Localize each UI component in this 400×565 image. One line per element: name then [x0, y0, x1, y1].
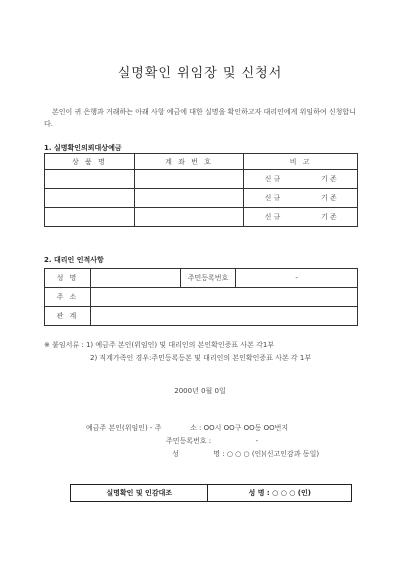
note-new: 신 규 — [244, 170, 301, 189]
header-product-name: 상 품 명 — [45, 154, 135, 170]
agent-id-label: 주민등록번호 — [180, 269, 236, 288]
agent-address-field[interactable] — [90, 288, 357, 307]
id-label: 주민등록번호 : — [166, 437, 212, 445]
address-label: 소 — [190, 424, 197, 432]
verifier-signature[interactable]: 성 명 : ○ ○ ○ (인) — [208, 485, 352, 502]
note-existing: 기 존 — [301, 170, 358, 189]
name-label: 성 — [172, 450, 179, 458]
agent-name-field[interactable] — [90, 269, 180, 288]
address-value: : OO시 OO구 OO동 OO번지 — [199, 424, 289, 432]
attachment-note-2: 2) 직계가족인 경우:주민등록등본 및 대리인의 본인확인증표 사본 각 1부 — [90, 354, 312, 362]
account-cell[interactable] — [134, 208, 244, 227]
name-label-2: 명 — [213, 450, 220, 458]
product-cell[interactable] — [45, 208, 135, 227]
agent-relation-label: 관 계 — [45, 307, 91, 326]
agent-address-label: 주 소 — [45, 288, 91, 307]
verification-table — [70, 484, 352, 502]
deposit-table — [44, 153, 358, 227]
table-row — [45, 307, 358, 326]
owner-address-line — [86, 422, 288, 435]
name-value: : ○ ○ ○ (인)(신고인감과 동일) — [222, 450, 320, 458]
table-row — [45, 208, 358, 227]
note-existing: 기 존 — [301, 208, 358, 227]
account-cell[interactable] — [134, 170, 244, 189]
agent-name-label: 성 명 — [45, 269, 91, 288]
product-cell[interactable] — [45, 170, 135, 189]
header-account-number: 계 좌 번 호 — [134, 154, 244, 170]
id-value: - — [255, 437, 259, 445]
document-date: 2000년 0월 0일 — [174, 387, 226, 395]
deposit-table-header — [45, 154, 358, 170]
table-row — [45, 288, 358, 307]
verification-label: 실명확인 및 인감대조 — [71, 485, 208, 502]
note-new: 신 규 — [244, 208, 301, 227]
document-title: 실명확인 위임장 및 신청서 — [117, 66, 283, 81]
intro-paragraph: 본인이 귀 은행과 거래하는 아래 사항 예금에 대한 실명을 확인하고자 대리인에게 위임하여 신청합니다. — [44, 108, 356, 128]
owner-id-line — [166, 435, 258, 448]
note-new: 신 규 — [244, 189, 301, 208]
table-row — [45, 170, 358, 189]
note-existing: 기 존 — [301, 189, 358, 208]
section2-heading: 2. 대리인 인적사항 — [44, 256, 104, 264]
owner-name-line — [172, 448, 319, 461]
table-row — [71, 485, 352, 502]
table-row — [45, 189, 358, 208]
agent-id-field[interactable]: - — [236, 269, 358, 288]
owner-label: 예금주 본인(위임인) - 주 — [86, 424, 162, 432]
table-row — [45, 269, 358, 288]
header-remarks: 비 고 — [244, 154, 358, 170]
agent-table — [44, 268, 358, 326]
attachment-note-1: ※ 붙임서류 : 1) 예금주 본인(위임인) 및 대리인의 본인확인증표 사본 각1부 — [44, 341, 275, 349]
agent-relation-field[interactable] — [90, 307, 357, 326]
product-cell[interactable] — [45, 189, 135, 208]
section1-heading: 1. 실명확인의뢰대상예금 — [44, 144, 122, 152]
account-cell[interactable] — [134, 189, 244, 208]
